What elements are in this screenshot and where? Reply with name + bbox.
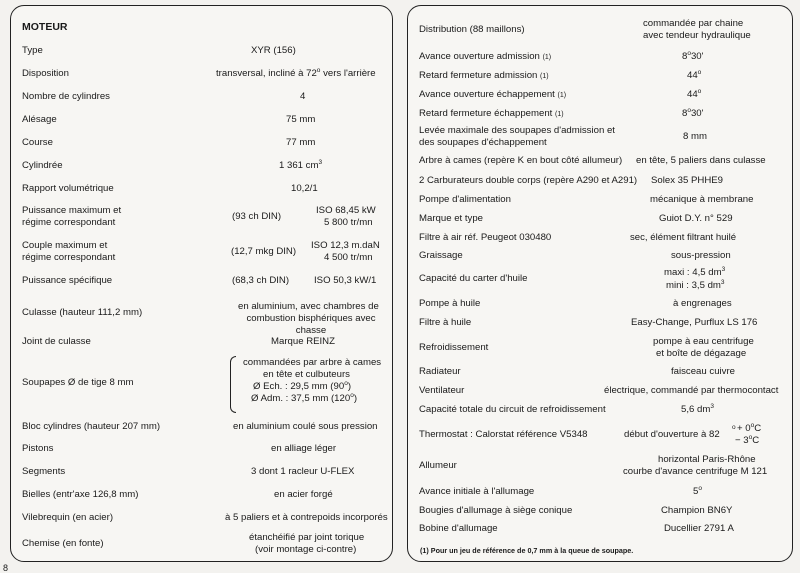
spec-value: horizontal Paris-Rhône — [658, 454, 756, 465]
spec-label: Graissage — [419, 250, 463, 261]
spec-label: Pistons — [22, 443, 54, 454]
spec-value: 10,2/1 — [291, 183, 318, 194]
spec-value-din: (68,3 ch DIN) — [232, 275, 290, 286]
brace-bracket — [230, 356, 236, 413]
spec-label: Culasse (hauteur 111,2 mm) — [22, 307, 143, 318]
spec-label: Bougies d'allumage à siège conique — [419, 505, 573, 516]
spec-label: des soupapes d'échappement — [419, 137, 547, 148]
spec-value: 5,6 $dm^3$ — [681, 402, 714, 415]
spec-label: Filtre à air réf. Peugeot 030480 — [419, 232, 552, 243]
spec-value: début d'ouverture à 82 — [624, 429, 720, 440]
spec-label: Type — [22, 45, 43, 56]
spec-value: en tête, 5 paliers dans culasse — [636, 155, 766, 166]
spec-label: régime correspondant — [22, 217, 116, 228]
spec-value: étanchéifié par joint torique — [249, 532, 365, 543]
spec-label: Couple maximum et — [22, 240, 108, 251]
spec-value: XYR (156) — [251, 45, 296, 56]
spec-value: 44$^o$ — [687, 87, 702, 100]
spec-label: Vilebrequin (en acier) — [22, 512, 114, 523]
spec-label: Avance ouverture admission (1) — [419, 51, 552, 62]
spec-label: Joint de culasse — [22, 336, 91, 347]
spec-value: 8 mm — [683, 131, 707, 142]
spec-value-exhaust: Ø Ech. : 29,5 mm (90$^o$) — [253, 379, 352, 392]
spec-label: Avance ouverture échappement (1) — [419, 89, 567, 100]
spec-label: Disposition — [22, 68, 69, 79]
spec-label: Retard fermeture admission (1) — [419, 70, 549, 81]
spec-label: Alésage — [22, 114, 57, 125]
spec-value-min: mini : 3,5 $dm^3$ — [666, 278, 725, 291]
spec-value: sec, élément filtrant huilé — [630, 232, 737, 243]
spec-label: Course — [22, 137, 53, 148]
spec-label: Arbre à cames (repère K en bout côté allumeur) — [419, 155, 623, 166]
spec-label: Retard fermeture échappement (1) — [419, 108, 564, 119]
spec-value: 8$^o$30' — [682, 49, 704, 62]
spec-label: Pompe d'alimentation — [419, 194, 511, 205]
spec-label: Pompe à huile — [419, 298, 481, 309]
spec-value-minus: − $3^oC$ — [735, 433, 760, 446]
spec-label: Capacité totale du circuit de refroidissement — [419, 404, 606, 415]
spec-value: faisceau cuivre — [671, 366, 735, 377]
spec-value: en tête et culbuteurs — [263, 369, 350, 380]
spec-value: commandée par chaine — [643, 18, 744, 29]
spec-value: 8$^o$30' — [682, 106, 704, 119]
spec-value: à 5 paliers et à contrepoids incorporés — [225, 512, 388, 523]
spec-value: en aluminium coulé sous pression — [233, 421, 378, 432]
spec-value: et boîte de dégazage — [656, 348, 747, 359]
spec-value-rpm: 5 800 tr/mn — [324, 217, 373, 228]
spec-value-plus: + $0^oC$ — [737, 421, 762, 434]
spec-label: Bielles (entr'axe 126,8 mm) — [22, 489, 139, 500]
spec-value: 77 mm — [286, 137, 316, 148]
spec-value: avec tendeur hydraulique — [643, 30, 751, 41]
spec-value-iso: ISO 50,3 kW/1 — [314, 275, 377, 286]
spec-label: Allumeur — [419, 460, 457, 471]
spec-value: Guiot D.Y. n° 529 — [659, 213, 733, 224]
spec-value: pompe à eau centrifuge — [653, 336, 754, 347]
spec-label: Avance initiale à l'allumage — [419, 486, 535, 497]
spec-value-iso: ISO 68,45 kW — [316, 205, 376, 216]
spec-value: en acier forgé — [274, 489, 333, 500]
spec-value: 1 361 $cm^3$ — [279, 158, 323, 171]
spec-label: Bloc cylindres (hauteur 207 mm) — [22, 421, 161, 432]
spec-value-iso: ISO 12,3 m.daN — [311, 240, 380, 251]
spec-value: 44$^o$ — [687, 68, 702, 81]
spec-value: 5$^o$ — [693, 484, 702, 497]
spec-label: Thermostat : Calorstat référence V5348 — [419, 429, 588, 440]
spec-value: courbe d'avance centrifuge M 121 — [623, 466, 768, 477]
spec-label: Chemise (en fonte) — [22, 538, 104, 549]
spec-value: sous-pression — [671, 250, 731, 261]
spec-value: 3 dont 1 racleur U-FLEX — [251, 466, 355, 477]
spec-label: régime correspondant — [22, 252, 116, 263]
spec-label: Marque et type — [419, 213, 483, 224]
spec-value: combustion bisphériques avec chasse — [246, 313, 376, 336]
spec-value: Ducellier 2791 A — [664, 523, 734, 534]
spec-label: Ventilateur — [419, 385, 465, 396]
spec-label: Cylindrée — [22, 160, 63, 171]
spec-value-max: maxi : 4,5 $dm^3$ — [664, 265, 726, 278]
spec-label: Puissance spécifique — [22, 275, 113, 286]
spec-value: en alliage léger — [271, 443, 337, 454]
spec-value: Solex 35 PHHE9 — [651, 175, 723, 186]
spec-label: Segments — [22, 466, 66, 477]
spec-value: électrique, commandé par thermocontact — [604, 385, 779, 396]
spec-value: en aluminium, avec chambres de — [238, 301, 379, 312]
spec-value-din: (12,7 mkg DIN) — [231, 246, 297, 257]
engine-specs-panel-left: MOTEUR Type XYR (156) Disposition transversal, incliné à 72$^o$ vers l'arrière Nombre de cylindres 4 Alésage 75 mm Course 77 mm Cylindrée 1 361 $cm^3$ Rapport volumétrique 10,2/1 Puissance maximum et régime correspondant (93 ch DIN) ISO 68,45 kW 5 800 tr/mn Couple maximum et régime correspondant (12,7 mkg DIN) ISO 12,3 m.daN 4 500 tr/mn Puissance spécifique (68,3 ch DIN) ISO 50,3 kW/1 Culasse (hauteur 111,2 mm) en aluminium, avec chambres de combustion bisphériques avec chasse Joint de culasse Marque REINZ Soupapes Ø de tige 8 mm commandées par arbre à cames en tête et culbuteurs Ø Ech. : 29,5 mm (90$^o$) Ø Adm. : 37,5 mm (120$^o$) Bloc cylindres (hauteur 207 mm) en aluminium coulé sous pression Pistons en alliage léger Segments 3 dont 1 racleur U-FLEX Bielles (entr'axe 126,8 mm) en acier forgé Vilebrequin (en acier) à 5 paliers et à contrepoids incorporés Chemise (en fonte) étanchéifié par joint torique (voir montage ci-contre) — [10, 5, 393, 562]
spec-value-din: (93 ch DIN) — [232, 211, 282, 222]
spec-label: Radiateur — [419, 366, 461, 377]
spec-label: Refroidissement — [419, 342, 489, 353]
spec-label: Soupapes Ø de tige 8 mm — [22, 377, 134, 388]
spec-value: commandées par arbre à cames — [243, 357, 382, 368]
spec-label: Puissance maximum et — [22, 205, 122, 216]
spec-value-intake: Ø Adm. : 37,5 mm (120$^o$) — [251, 391, 358, 404]
spec-label: Capacité du carter d'huile — [419, 273, 528, 284]
spec-label: Filtre à huile — [419, 317, 472, 328]
spec-value: Champion BN6Y — [661, 505, 733, 516]
spec-value: Easy-Change, Purflux LS 176 — [631, 317, 758, 328]
spec-value: à engrenages — [673, 298, 732, 309]
engine-specs-panel-right: Distribution (88 maillons) commandée par chaine avec tendeur hydraulique Avance ouverture admission (1) 8$^o$30' Retard fermeture admission (1) 44$^o$ Avance ouverture échappement (1) 44$^o$ Retard fermeture échappement (1) 8$^o$30' Levée maximale des soupapes d'admission et des soupapes d'échappement 8 mm Arbre à cames (repère K en bout côté allumeur) en tête, 5 paliers dans culasse 2 Carburateurs double corps (repère A290 et A291) Solex 35 PHHE9 Pompe d'alimentation mécanique à membrane Marque et type Guiot D.Y. n° 529 Filtre à air réf. Peugeot 030480 sec, élément filtrant huilé Graissage sous-pression Capacité du carter d'huile maxi : 4,5 $dm^3$ mini : 3,5 $dm^3$ Pompe à huile à engrenages Filtre à huile Easy-Change, Purflux LS 176 Refroidissement pompe à eau centrifuge et boîte de dégazage Radiateur faisceau cuivre Ventilateur électrique, commandé par thermocontact Capacité totale du circuit de refroidissement 5,6 $dm^3$ Thermostat : Calorstat référence V5348 début d'ouverture à 82 o + $0^oC$ − $3^oC$ Allumeur horizontal Paris-Rhône courbe d'avance centrifuge M 121 Avance initiale à l'allumage 5$^o$ Bougies d'allumage à siège conique Champion BN6Y Bobine d'allumage Ducellier 2791 A (1) Pour un jeu de référence de 0,7 mm à la queue de soupape. — [407, 5, 793, 562]
spec-value: 4 — [300, 91, 306, 102]
spec-label: 2 Carburateurs double corps (repère A290 et A291) — [419, 175, 638, 186]
spec-value: 75 mm — [286, 114, 316, 125]
spec-value: (voir montage ci-contre) — [255, 544, 357, 555]
spec-label: Rapport volumétrique — [22, 183, 114, 194]
spec-value: transversal, incliné à 72$^o$ vers l'arrière — [216, 66, 376, 79]
spec-label: Nombre de cylindres — [22, 91, 110, 102]
spec-value: mécanique à membrane — [650, 194, 754, 205]
page-number: 8 — [3, 563, 9, 573]
spec-label: Bobine d'allumage — [419, 523, 498, 534]
footnote: (1) Pour un jeu de référence de 0,7 mm à la queue de soupape. — [420, 546, 634, 555]
spec-label: Levée maximale des soupapes d'admission et — [419, 125, 615, 136]
spec-label: Distribution (88 maillons) — [419, 24, 525, 35]
spec-value: Marque REINZ — [271, 336, 335, 347]
spec-value-rpm: 4 500 tr/mn — [324, 252, 373, 263]
